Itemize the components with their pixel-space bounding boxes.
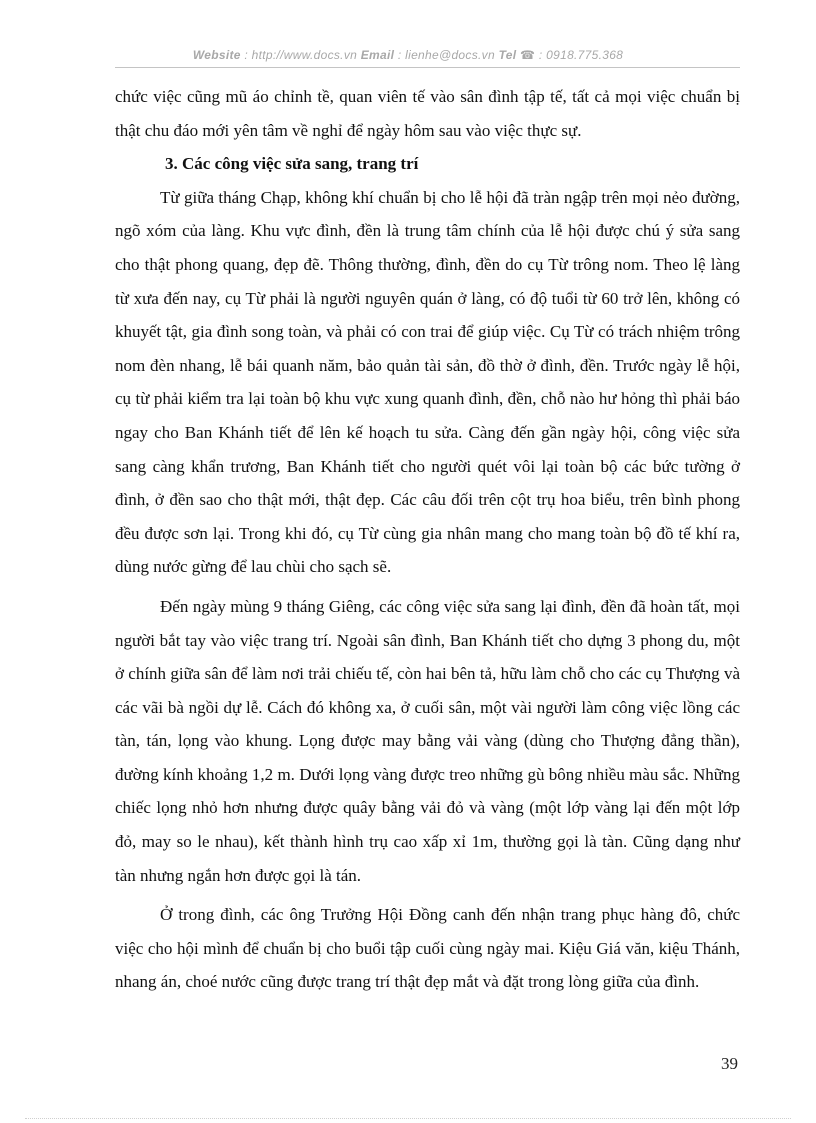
paragraph-continuation: chức việc cũng mũ áo chỉnh tề, quan viên tế vào sân đình tập tế, tất cả mọi việc chuẩn bị thật chu đáo mới yên tâm về nghỉ để ngày hôm sau vào việc thực sự. — [115, 87, 740, 140]
email-value: : lienhe@docs.vn — [394, 48, 499, 62]
section-heading: 3. Các công việc sửa sang, trang trí — [165, 154, 419, 174]
paragraph-decoration: Đến ngày mùng 9 tháng Giêng, các công việc sửa sang lại đình, đền đã hoàn tất, mọi người bắt tay vào việc trang trí. Ngoài sân đình, Ban Khánh tiết cho dựng 3 phong du, một ở chính giữa sân để làm nơi trải chiếu tế, còn hai bên tả, hữu làm chỗ cho các cụ Thượng và các vãi bà ngồi dự lễ. Cách đó không xa, ở cuối sân, một vài người làm công việc lồng các tàn, tán, lọng vào khung. Lọng được may bằng vải vàng (dùng cho Thượng đẳng thần), đường kính khoảng 1,2 m. Dưới lọng vàng được treo những gù bông nhiều màu sắc. Những chiếc lọng nhỏ hơn nhưng được quây bằng vải đỏ và vàng (một lớp vàng lại đến một lớp đỏ, may so le nhau), kết thành hình trụ cao xấp xỉ 1m, thường gọi là tàn. Cũng dạng như tàn nhưng ngắn hơn được gọi là tán. — [115, 596, 740, 885]
website-value: : http://www.docs.vn — [240, 48, 361, 62]
paragraph-preparation: Từ giữa tháng Chạp, không khí chuẩn bị cho lễ hội đã tràn ngập trên mọi nẻo đường, ngõ xóm của làng. Khu vực đình, đền là trung tâm chính của lễ hội được chú ý sửa sang cho thật phong quang, đẹp đẽ. Thông thường, đình, đền do cụ Từ trông nom. Theo lệ làng từ xưa đến nay, cụ Từ phải là người nguyên quán ở làng, có độ tuổi từ 60 trở lên, không có khuyết tật, gia đình song toàn, và phải có con trai để giúp việc. Cụ Từ có trách nhiệm trông nom đèn nhang, lễ bái quanh năm, bảo quản tài sản, đồ thờ ở đình, đền. Trước ngày lễ hội, cụ từ phải kiểm tra lại toàn bộ khu vực xung quanh đình, đền, chỗ nào hư hỏng thì phải báo ngay cho Ban Khánh tiết để lên kế hoạch tu sửa. Càng đến gần ngày hội, công việc sửa sang càng khẩn trương, Ban Khánh tiết cho người quét vôi lại toàn bộ các bức tường ở đình, ở đền sao cho thật mới, thật đẹp. Các câu đối trên cột trụ hoa biểu, trên bình phong đều được sơn lại. Trong khi đó, cụ Từ cùng gia nhân mang cho mang toàn bộ đồ tế khí ra, dùng nước gừng để lau chùi cho sạch sẽ. — [115, 187, 740, 577]
page-header — [0, 48, 816, 62]
page-number: 39 — [721, 1054, 738, 1073]
tel-value: ☎ : 0918.775.368 — [516, 48, 624, 62]
header-divider — [115, 67, 740, 68]
website-label: Website — [192, 48, 241, 62]
document-body — [115, 80, 740, 999]
paragraph-inside-temple: Ở trong đình, các ông Trưởng Hội Đồng canh đến nhận trang phục hàng đô, chức việc cho hội mình để chuẩn bị cho buổi tập cuối cùng ngày mai. Kiệu Giá văn, kiệu Thánh, nhang án, choé nước cũng được trang trí thật đẹp mắt và đặt trong lòng giữa của đình. — [115, 905, 740, 992]
footer-divider — [25, 1118, 791, 1119]
email-label: Email — [360, 48, 395, 62]
tel-label: Tel — [498, 48, 517, 62]
